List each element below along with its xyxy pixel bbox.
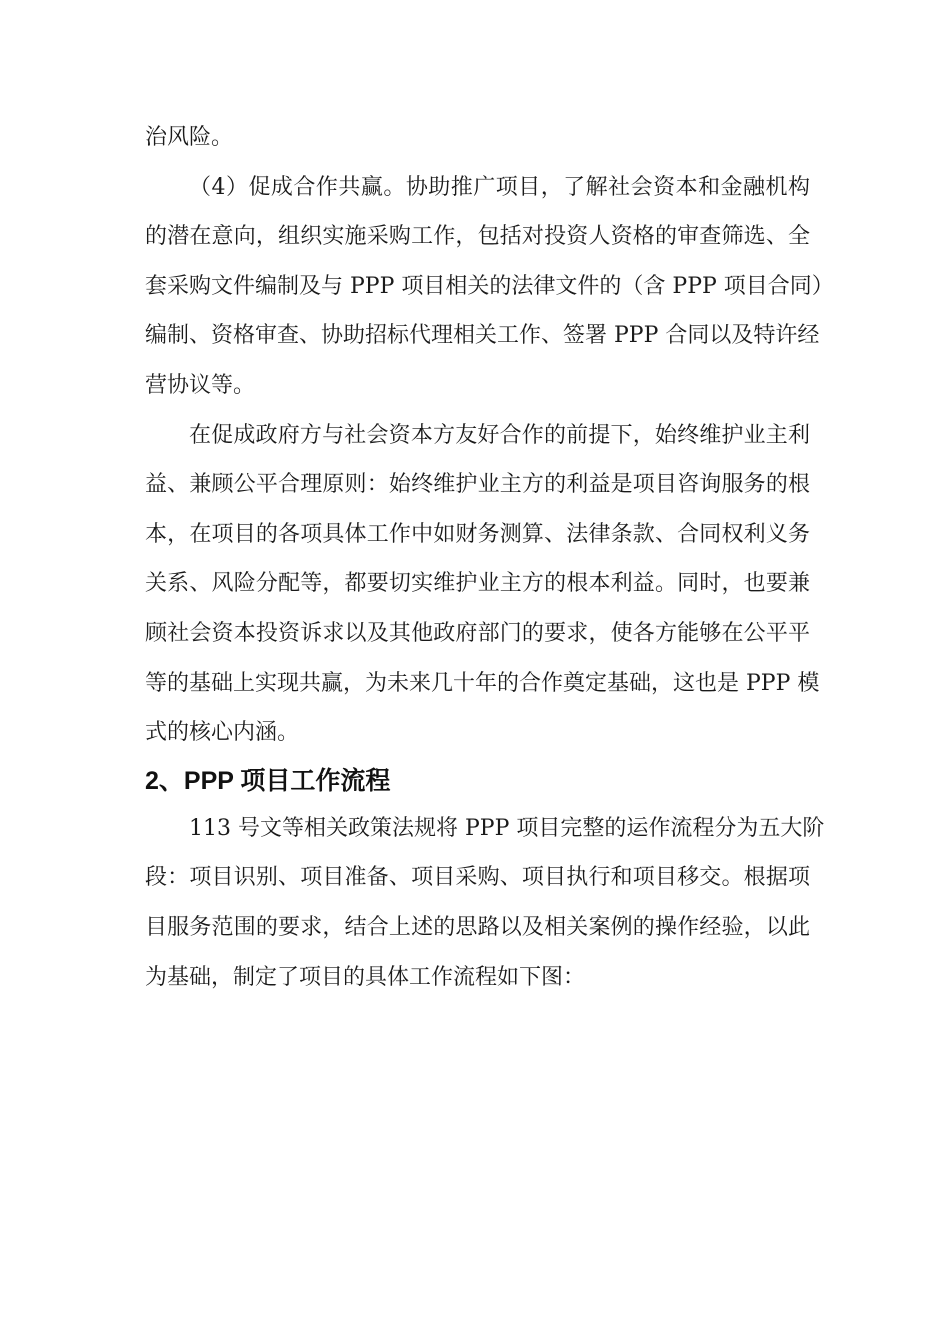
text-line: 段：项目识别、项目准备、项目采购、项目执行和项目移交。根据项: [145, 865, 810, 891]
text-line: 益、兼顾公平合理原则：始终维护业主方的利益是项目咨询服务的根: [145, 472, 810, 498]
text-line: 式的核心内涵。: [145, 720, 300, 746]
text-line: 本，在项目的各项具体工作中如财务测算、法律条款、合同权利义务: [145, 521, 810, 547]
paragraph-principle: [145, 411, 820, 758]
text-line: 编制、资格审查、协助招标代理相关工作、签署 PPP 合同以及特许经: [145, 323, 820, 349]
text-line: 在促成政府方与社会资本方友好合作的前提下，始终维护业主利: [189, 422, 810, 448]
text-line: 等的基础上实现共赢，为未来几十年的合作奠定基础，这也是 PPP 模: [145, 670, 820, 696]
text-line: 113 号文等相关政策法规将 PPP 项目完整的运作流程分为五大阶: [189, 815, 825, 841]
text-line: 顾社会资本投资诉求以及其他政府部门的要求，使各方能够在公平平: [145, 620, 810, 646]
text-line: （4）促成合作共赢。协助推广项目，了解社会资本和金融机构: [189, 174, 810, 200]
paragraph-workflow: [145, 804, 825, 1002]
text-line: 为基础，制定了项目的具体工作流程如下图：: [145, 964, 586, 990]
section-heading: [145, 758, 810, 804]
text-line: 的潜在意向，组织实施采购工作，包括对投资人资格的审查筛选、全: [145, 224, 810, 250]
text-line: 套采购文件编制及与 PPP 项目相关的法律文件的（含 PPP 项目合同）: [145, 273, 834, 299]
text-line: 营协议等。: [145, 372, 256, 398]
section-title: 项目工作流程: [233, 766, 391, 795]
text-line: 关系、风险分配等，都要切实维护业主方的根本利益。同时，也要兼: [145, 571, 810, 597]
paragraph-continuation: [145, 113, 810, 163]
text-line: 目服务范围的要求，结合上述的思路以及相关案例的操作经验，以此: [145, 914, 810, 940]
section-number: 2、PPP: [145, 766, 234, 795]
document-body: [145, 113, 834, 1002]
paragraph-item-4: [145, 163, 834, 411]
text-line: 治风险。: [145, 125, 234, 150]
